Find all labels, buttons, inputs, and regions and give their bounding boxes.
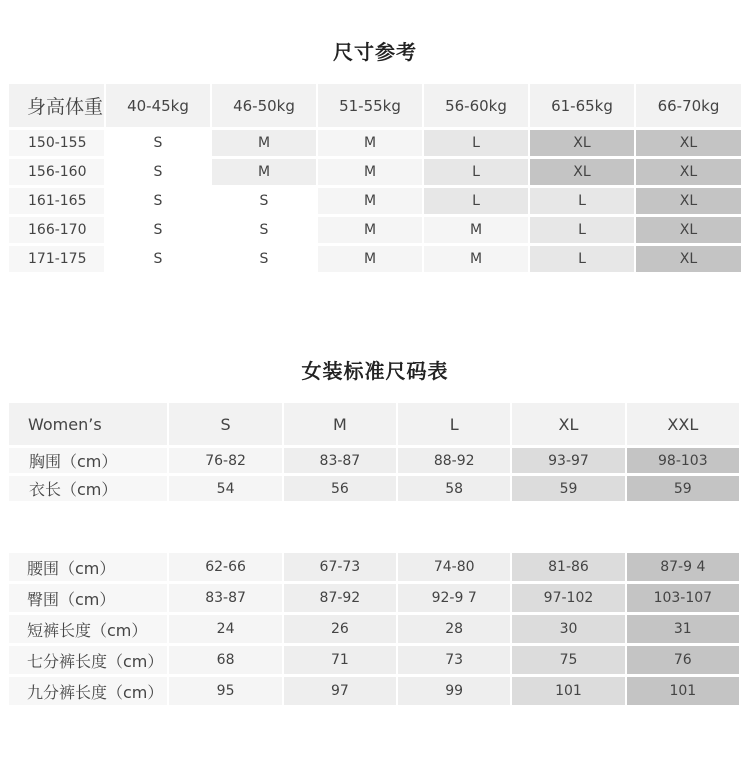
measure-cell: 87-9 4	[627, 553, 739, 581]
size-reference-header-row	[9, 84, 741, 127]
measure-cell: 76-82	[169, 448, 281, 473]
measure-label: 胸围（cm）	[9, 448, 167, 473]
measure-cell: 28	[398, 615, 510, 643]
measure-cell: 95	[169, 677, 281, 705]
measure-cell: 87-92	[284, 584, 396, 612]
size-cell: S	[212, 246, 316, 272]
measure-cell: 26	[284, 615, 396, 643]
measure-cell: 59	[512, 476, 624, 501]
size-reference-table	[7, 81, 743, 275]
size-cell: S	[106, 130, 210, 156]
size-cell: S	[106, 246, 210, 272]
measure-cell: 99	[398, 677, 510, 705]
table-row	[9, 217, 741, 243]
size-cell: L	[424, 130, 528, 156]
corner-label: 身高体重	[9, 84, 104, 127]
size-cell: M	[318, 188, 422, 214]
size-cell: XL	[636, 130, 741, 156]
measure-cell: 83-87	[169, 584, 281, 612]
measure-cell: 24	[169, 615, 281, 643]
measure-cell: 58	[398, 476, 510, 501]
corner-label: Women’s	[9, 403, 167, 445]
table-row	[9, 615, 739, 643]
measure-cell: 67-73	[284, 553, 396, 581]
measure-label: 九分裤长度（cm）	[9, 677, 167, 705]
size-cell: M	[424, 246, 528, 272]
size-cell: M	[424, 217, 528, 243]
size-column-header: XL	[512, 403, 624, 445]
size-cell: XL	[636, 246, 741, 272]
size-reference-title: 尺寸参考	[333, 40, 417, 64]
womens-bottom-table	[7, 550, 741, 708]
weight-column-header: 66-70kg	[636, 84, 741, 127]
height-label: 166-170	[9, 217, 104, 243]
table-row	[9, 677, 739, 705]
table-row	[9, 130, 741, 156]
measure-cell: 93-97	[512, 448, 624, 473]
measure-cell: 83-87	[284, 448, 396, 473]
measure-cell: 103-107	[627, 584, 739, 612]
measure-label: 衣长（cm）	[9, 476, 167, 501]
measure-cell: 98-103	[627, 448, 739, 473]
measure-cell: 71	[284, 646, 396, 674]
table-row	[9, 476, 739, 501]
weight-column-header: 56-60kg	[424, 84, 528, 127]
size-cell: M	[212, 130, 316, 156]
size-cell: S	[106, 159, 210, 185]
measure-cell: 92-9 7	[398, 584, 510, 612]
measure-label: 腰围（cm）	[9, 553, 167, 581]
size-cell: M	[318, 246, 422, 272]
measure-label: 臀围（cm）	[9, 584, 167, 612]
measure-cell: 75	[512, 646, 624, 674]
size-cell: XL	[530, 130, 634, 156]
measure-cell: 31	[627, 615, 739, 643]
measure-cell: 101	[512, 677, 624, 705]
womens-chart-title: 女装标准尺码表	[301, 359, 449, 383]
weight-column-header: 46-50kg	[212, 84, 316, 127]
womens-top-table	[7, 400, 741, 504]
measure-cell: 97	[284, 677, 396, 705]
size-cell: M	[318, 159, 422, 185]
size-cell: L	[424, 159, 528, 185]
size-cell: S	[212, 188, 316, 214]
size-column-header: M	[284, 403, 396, 445]
table-row	[9, 646, 739, 674]
size-cell: M	[318, 217, 422, 243]
size-column-header: L	[398, 403, 510, 445]
measure-cell: 97-102	[512, 584, 624, 612]
weight-column-header: 40-45kg	[106, 84, 210, 127]
size-column-header: S	[169, 403, 281, 445]
measure-cell: 101	[627, 677, 739, 705]
measure-cell: 56	[284, 476, 396, 501]
weight-column-header: 51-55kg	[318, 84, 422, 127]
womens-header-row	[9, 403, 739, 445]
table-row	[9, 246, 741, 272]
height-label: 161-165	[9, 188, 104, 214]
height-label: 156-160	[9, 159, 104, 185]
table-row	[9, 188, 741, 214]
measure-cell: 59	[627, 476, 739, 501]
size-cell: S	[212, 217, 316, 243]
size-cell: L	[530, 246, 634, 272]
size-cell: XL	[636, 159, 741, 185]
size-cell: M	[318, 130, 422, 156]
size-cell: L	[530, 217, 634, 243]
measure-cell: 54	[169, 476, 281, 501]
measure-cell: 62-66	[169, 553, 281, 581]
size-cell: S	[106, 188, 210, 214]
measure-cell: 81-86	[512, 553, 624, 581]
height-label: 171-175	[9, 246, 104, 272]
size-cell: S	[106, 217, 210, 243]
measure-cell: 74-80	[398, 553, 510, 581]
table-row	[9, 584, 739, 612]
measure-cell: 68	[169, 646, 281, 674]
weight-column-header: 61-65kg	[530, 84, 634, 127]
table-row	[9, 553, 739, 581]
measure-label: 短裤长度（cm）	[9, 615, 167, 643]
measure-cell: 73	[398, 646, 510, 674]
table-row	[9, 448, 739, 473]
size-cell: XL	[636, 188, 741, 214]
table-row	[9, 159, 741, 185]
measure-label: 七分裤长度（cm）	[9, 646, 167, 674]
measure-cell: 76	[627, 646, 739, 674]
size-cell: XL	[636, 217, 741, 243]
height-label: 150-155	[9, 130, 104, 156]
size-cell: L	[424, 188, 528, 214]
measure-cell: 30	[512, 615, 624, 643]
size-cell: XL	[530, 159, 634, 185]
size-column-header: XXL	[627, 403, 739, 445]
measure-cell: 88-92	[398, 448, 510, 473]
size-cell: L	[530, 188, 634, 214]
size-cell: M	[212, 159, 316, 185]
